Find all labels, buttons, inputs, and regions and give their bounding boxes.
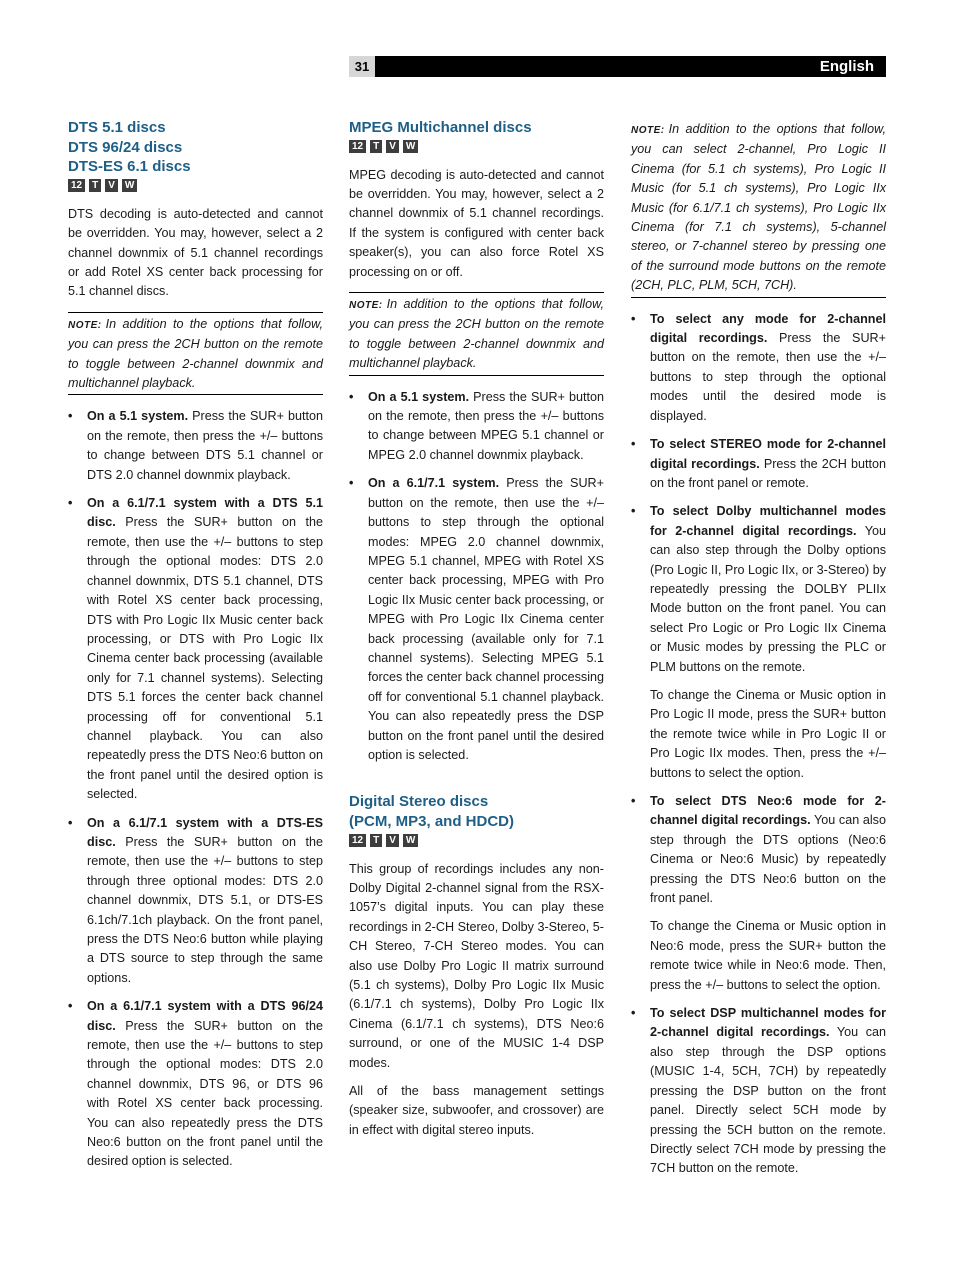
badge-v: V	[386, 140, 399, 153]
badge-w: W	[403, 834, 418, 847]
note-label: NOTE:	[349, 300, 383, 312]
intro-paragraph: MPEG decoding is auto-detected and cannot be overridden. You may, however, select a 2 channel downmix of 5.1 channel recordings. If the system is configured with center back speaker(s), you can also force Rotel XS processing on or off.	[349, 167, 604, 279]
item-text: Press the SUR+ button on the remote, then use the +/– buttons to step through the optional modes: DTS 2.0 channel downmix, DTS 5.1 channel, DTS with Rotel XS center back processing, DTS with Pro Logic IIx Music center back processing, or DTS with Pro Logic IIx Cinema center back processing (available only for 7.1 channel systems). Selecting DTS 5.1 forces the center back channel processing off for conventional 5.1 channel playback. You can also repeatedly press the DTS Neo:6 button on the front panel until the desired option is selected.	[87, 515, 323, 802]
option-list	[349, 388, 604, 766]
list-item	[68, 997, 323, 1172]
list-item	[68, 814, 323, 989]
list-item	[631, 435, 886, 493]
page-number: 31	[349, 56, 375, 77]
body-paragraph: This group of recordings includes any non-Dolby Digital 2-channel signal from the RSX-1057’s digital inputs. You can play these recordings in 2-CH Stereo, Dolby 3-Stereo, 5-CH Stereo, 7-CH Stereo modes. You can also use Dolby Pro Logic II matrix surround (5.1 ch systems), Dolby Pro Logic IIx Music (6.1/7.1 ch systems), Dolby Pro Logic IIx Cinema (6.1/7.1 ch systems), DTS Neo:6 surround, or one of the MUSIC 1-4 DSP modes.	[349, 861, 604, 1070]
badge-12: 12	[68, 179, 85, 192]
item-text: You can also step through the Dolby options (Pro Logic II, Pro Logic IIx, or 3-Stereo) by repeatedly pressing the DOLBY PLIIx Mode button on the front panel. You can select Pro Logic or Pro Logic IIx Cinema or Music modes by pressing the PLC or PLM buttons on the remote.	[650, 523, 886, 674]
body-paragraph: All of the bass management settings (speaker size, subwoofer, and crossover) are in effect with digital stereo inputs.	[349, 1084, 604, 1137]
list-item	[68, 407, 323, 485]
badge-t: T	[370, 140, 382, 153]
item-text: You can also step through the DTS options (Neo:6 Cinema or Neo:6 Music) by repeatedly pressing the DTS Neo:6 button on the front panel.	[650, 813, 886, 906]
bullet: •	[631, 794, 636, 808]
format-badges	[349, 140, 604, 154]
item-lead: To select STEREO mode for 2-channel digital recordings.	[650, 437, 886, 471]
badge-w: W	[122, 179, 137, 192]
section-heading-mpeg	[349, 118, 604, 138]
item-lead: On a 5.1 system.	[87, 409, 189, 424]
heading-line: Digital Stereo discs	[349, 793, 489, 811]
list-item	[631, 792, 886, 995]
badge-v: V	[105, 179, 118, 192]
bullet: •	[68, 815, 73, 830]
item-lead: To select Dolby multichannel modes for 2-channel digital recordings.	[650, 504, 886, 538]
note-box	[349, 292, 604, 376]
language-label: English	[819, 58, 874, 75]
format-badges	[349, 834, 604, 848]
item-text: Press the SUR+ button on the remote, then use the +/– buttons to step through the optional modes until the desired mode is displayed.	[650, 331, 886, 423]
heading-line: DTS 96/24 discs	[68, 138, 183, 156]
note-box	[68, 312, 323, 396]
bullet: •	[68, 409, 73, 424]
bullet: •	[68, 999, 73, 1014]
note-text: In addition to the options that follow, you can select 2-channel, Pro Logic II Cinema (for 5.1 ch systems), Pro Logic II Music (for 5.1 ch systems), Pro Logic IIx Music (for 6.1/7.1 ch systems), Pro Logic IIx Cinema (for 7.1 ch systems), 5-channel stereo, or 7-channel stereo by pressing one of the surround mode buttons on the remote (2CH, PLC, PLM, 5CH, 7CH).	[631, 122, 886, 293]
list-item	[349, 388, 604, 466]
item-subparagraph: To change the Cinema or Music option in Neo:6 mode, press the SUR+ button the remote twice while in Neo:6 mode. Then, press the +/– buttons to select the option.	[650, 919, 886, 992]
item-lead: On a 6.1/7.1 system.	[368, 476, 500, 491]
bullet: •	[631, 437, 636, 452]
item-lead: On a 5.1 system.	[368, 389, 470, 404]
list-item	[349, 474, 604, 765]
badge-v: V	[386, 834, 399, 847]
list-item	[68, 494, 323, 805]
option-list	[68, 407, 323, 1171]
heading-line: DTS-ES 6.1 discs	[68, 158, 191, 176]
list-item	[631, 1004, 886, 1179]
bullet: •	[349, 389, 354, 404]
badge-12: 12	[349, 834, 366, 847]
item-lead: To select any mode for 2-channel digital recordings.	[650, 311, 886, 346]
column-3	[631, 118, 886, 1188]
heading-line: MPEG Multichannel discs	[349, 119, 532, 136]
list-item	[631, 502, 886, 783]
note-text: In addition to the options that follow, you can press the 2CH button on the remote to toggle between 2-channel downmix and multichannel playback.	[349, 297, 604, 371]
bullet: •	[631, 504, 636, 519]
note-label: NOTE:	[631, 125, 665, 136]
item-subparagraph: To change the Cinema or Music option in Pro Logic II mode, press the SUR+ button the remote twice while in Pro Logic II or Pro Logic IIx modes. Then, press the +/– buttons to select the option.	[650, 687, 886, 780]
item-lead: To select DTS Neo:6 mode for 2-channel digital recordings.	[650, 794, 886, 828]
item-lead: On a 6.1/7.1 system with a DTS-ES disc.	[87, 815, 323, 849]
note-label: NOTE:	[68, 319, 102, 331]
badge-12: 12	[349, 140, 366, 153]
option-list	[631, 310, 886, 1179]
item-text: Press the SUR+ button on the remote, then use the +/– buttons to step through the optional modes: MPEG 2.0 channel downmix, MPEG 5.1 channel, MPEG with Rotel XS center back processing, MPEG with Pro Logic IIx Music center back processing, or MPEG with Pro Logic IIx Cinema center back processing (available only for 7.1 channel systems). Selecting MPEG 5.1 forces the center back channel processing off for conventional 5.1 channel playback. You can also repeatedly press the DSP button on the front panel until the desired option is selected.	[368, 476, 604, 762]
item-text: Press the 2CH button on the front panel or remote.	[650, 456, 886, 490]
item-lead: To select DSP multichannel modes for 2-channel digital recordings.	[650, 1006, 886, 1040]
item-text: Press the SUR+ button on the remote, then use the +/– buttons to step through the optional modes: DTS 2.0 channel downmix, DTS 96, or DTS 96 with Rotel XS center back processing. You can also repeatedly press the DTS Neo:6 button on the front panel until the desired option is selected.	[87, 1018, 323, 1169]
bullet: •	[68, 496, 73, 511]
format-badges	[68, 179, 323, 193]
bullet: •	[631, 1006, 636, 1021]
section-gap	[349, 774, 604, 792]
list-item	[631, 310, 886, 426]
column-1	[68, 118, 323, 1181]
item-text: Press the SUR+ button on the remote, then use the +/– buttons to step through three optional modes: DTS 2.0 channel downmix, DTS 5.1, or DTS-ES 6.1ch/7.1ch playback. On the front panel, press the DTS Neo:6 button while playing a DTS source to step through the same options.	[87, 834, 323, 985]
note-box	[631, 118, 886, 298]
heading-line: DTS 5.1 discs	[68, 119, 166, 136]
item-text: Press the SUR+ button on the remote, then press the +/– buttons to change between DTS 5.1 channel or DTS 2.0 channel downmix playback.	[87, 409, 323, 482]
section-heading-digital-stereo	[349, 792, 604, 831]
item-text: Press the SUR+ button on the remote, then press the +/– buttons to change between MPEG 5.1 channel or MPEG 2.0 channel downmix playback.	[368, 389, 604, 462]
bullet: •	[631, 311, 636, 326]
note-text: In addition to the options that follow, you can press the 2CH button on the remote to toggle between 2-channel downmix and multichannel playback.	[68, 316, 323, 391]
section-heading-dts	[68, 118, 323, 177]
item-text: You can also step through the DSP options (MUSIC 1-4, 5CH, 7CH) by repeatedly pressing the DSP button on the front panel. Directly select 5CH mode by pressing the 5CH button on the remote. Directly select 7CH mode by pressing the 7CH button on the remote.	[650, 1025, 886, 1176]
intro-paragraph: DTS decoding is auto-detected and cannot be overridden. You may, however, select a 2 channel downmix of 5.1 channel recordings or add Rotel XS center back processing for 5.1 channel discs.	[68, 206, 323, 299]
item-lead: On a 6.1/7.1 system with a DTS 5.1 disc.	[87, 496, 323, 530]
badge-t: T	[89, 179, 101, 192]
item-lead: On a 6.1/7.1 system with a DTS 96/24 disc.	[87, 999, 323, 1033]
badge-w: W	[403, 140, 418, 153]
bullet: •	[349, 476, 354, 491]
column-2	[349, 118, 604, 1149]
badge-t: T	[370, 834, 382, 847]
heading-line: (PCM, MP3, and HDCD)	[349, 812, 514, 830]
header-bar	[349, 56, 886, 77]
